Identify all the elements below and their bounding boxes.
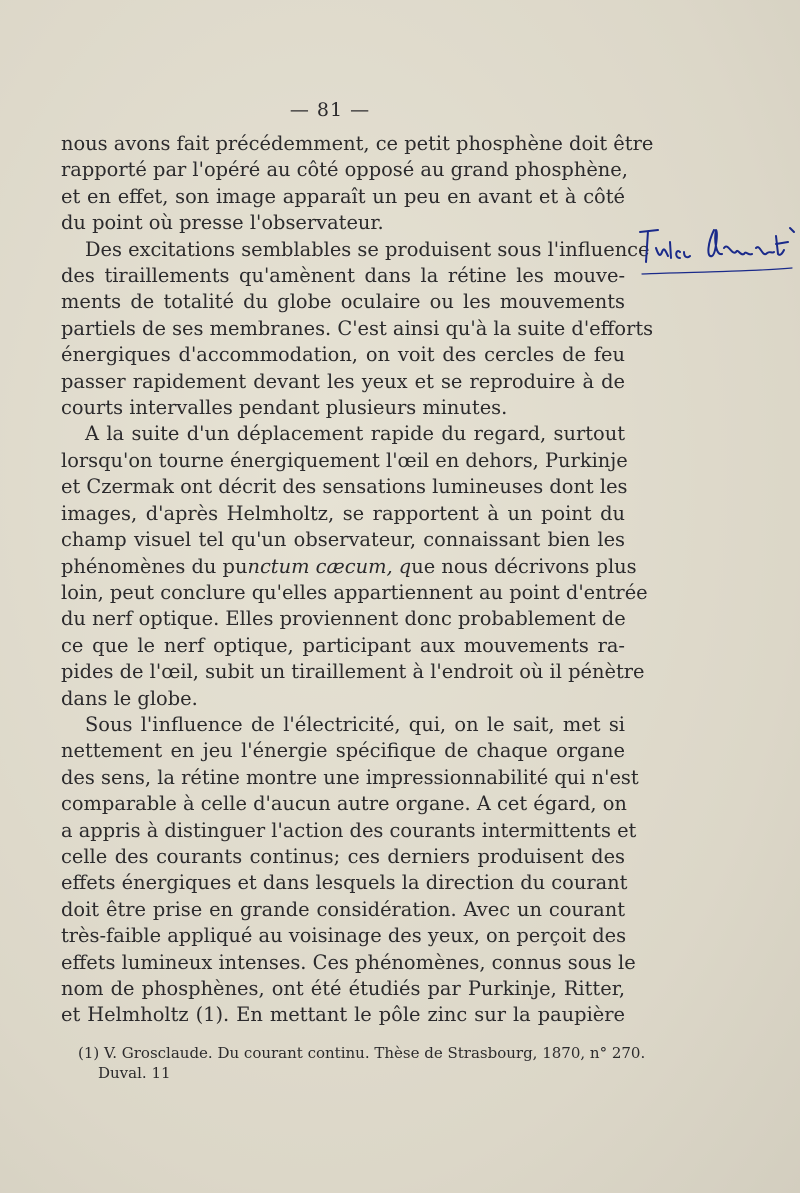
- text-line: courts intervalles pendant plusieurs minutes.: [61, 396, 508, 420]
- page-number: — 81 —: [289, 99, 371, 121]
- handwritten-annotation: [636, 222, 796, 293]
- signature-number: 11: [151, 1064, 171, 1082]
- text-line: a appris à distinguer l'action des courants intermittents et: [61, 818, 637, 842]
- annotation-stroke: [670, 242, 671, 258]
- text-line: lorsqu'on tourne énergiquement l'œil en dehors, Purkinje: [61, 448, 628, 472]
- text-line: nom de phosphènes, ont été étudiés par Purkinje, Ritter,: [61, 977, 625, 1000]
- text-line: des tiraillements qu'amènent dans la rétine les mouve-: [61, 264, 625, 288]
- text-line: champ visuel tel qu'un observateur, connaissant bien les: [61, 528, 625, 552]
- text-line: celle des courants continus; ces derniers produisent des: [61, 844, 625, 868]
- text-line: du nerf optique. Elles proviennent donc probablement de: [61, 607, 626, 631]
- text-line: des sens, la rétine montre une impressionnabilité qui n'est: [61, 765, 639, 789]
- annotation-text: Tir. en allemand: [636, 292, 645, 293]
- text-line: Des excitations semblables se produisent sous l'influence: [85, 237, 650, 261]
- text-line: rapporté par l'opéré au côté opposé au grand phosphène,: [61, 158, 628, 182]
- annotation-stroke: [676, 251, 690, 258]
- text-line: partiels de ses membranes. C'est ainsi qu'à la suite d'efforts: [61, 316, 654, 340]
- signature-line: [78, 1063, 638, 1083]
- body-text: [61, 131, 654, 1029]
- annotation-stroke: [790, 228, 794, 232]
- text-line: doit être prise en grande considération. Avec un courant: [61, 897, 625, 921]
- text-line: et Czermak ont décrit des sensations lumineuses dont les: [61, 475, 628, 499]
- signature-author: Duval.: [98, 1064, 147, 1082]
- annotation-stroke: [708, 230, 722, 256]
- text-line: nous avons fait précédemment, ce petit phosphène doit être: [61, 132, 654, 155]
- annotation-stroke: [656, 248, 668, 256]
- text-line: Sous l'influence de l'électricité, qui, on le sait, met si: [85, 712, 625, 736]
- text-line: très-faible appliqué au voisinage des yeux, on perçoit des: [61, 924, 627, 948]
- text-line: A la suite d'un déplacement rapide du regard, surtout: [85, 422, 625, 446]
- text-line: effets lumineux intenses. Ces phénomènes, connus sous le: [61, 950, 636, 974]
- italic-term: nctum cæcum, q: [247, 554, 412, 578]
- text-line: passer rapidement devant les yeux et se reproduire à de: [61, 369, 625, 393]
- text-line: ce que le nerf optique, participant aux mouvements ra-: [61, 633, 625, 657]
- text-line: nettement en jeu l'énergie spécifique de chaque organe: [61, 739, 625, 763]
- text-line: dans le globe.: [61, 686, 198, 710]
- annotation-underline: [642, 268, 792, 274]
- text-line: ments de totalité du globe oculaire ou les mouvements: [61, 290, 625, 314]
- text-line: et en effet, son image apparaît un peu en avant et à côté: [61, 184, 625, 208]
- text-line: et Helmholtz (1). En mettant le pôle zinc sur la paupière: [61, 1003, 625, 1027]
- footnote: [78, 1043, 646, 1083]
- annotation-stroke: [640, 230, 658, 262]
- annotation-stroke: [724, 246, 752, 254]
- text-line: comparable à celle d'aucun autre organe. A cet égard, on: [61, 792, 627, 816]
- text-line: effets énergiques et dans lesquels la direction du courant: [61, 871, 628, 895]
- text-line: images, d'après Helmholtz, se rapportent à un point du: [61, 501, 625, 525]
- text-line: phénomènes du punctum cæcum, que nous décrivons plus: [61, 554, 637, 578]
- text-line: loin, peut conclure qu'elles appartiennent au point d'entrée: [61, 580, 648, 604]
- annotation-stroke: [756, 236, 788, 255]
- text-line: pides de l'œil, subit un tiraillement à l'endroit où il pénètre: [61, 660, 645, 684]
- footnote-text: (1) V. Grosclaude. Du courant continu. Thèse de Strasbourg, 1870, n° 270.: [78, 1044, 646, 1062]
- text-line: énergiques d'accommodation, on voit des cercles de feu: [61, 343, 625, 367]
- text-line: du point où presse l'observateur.: [61, 211, 384, 235]
